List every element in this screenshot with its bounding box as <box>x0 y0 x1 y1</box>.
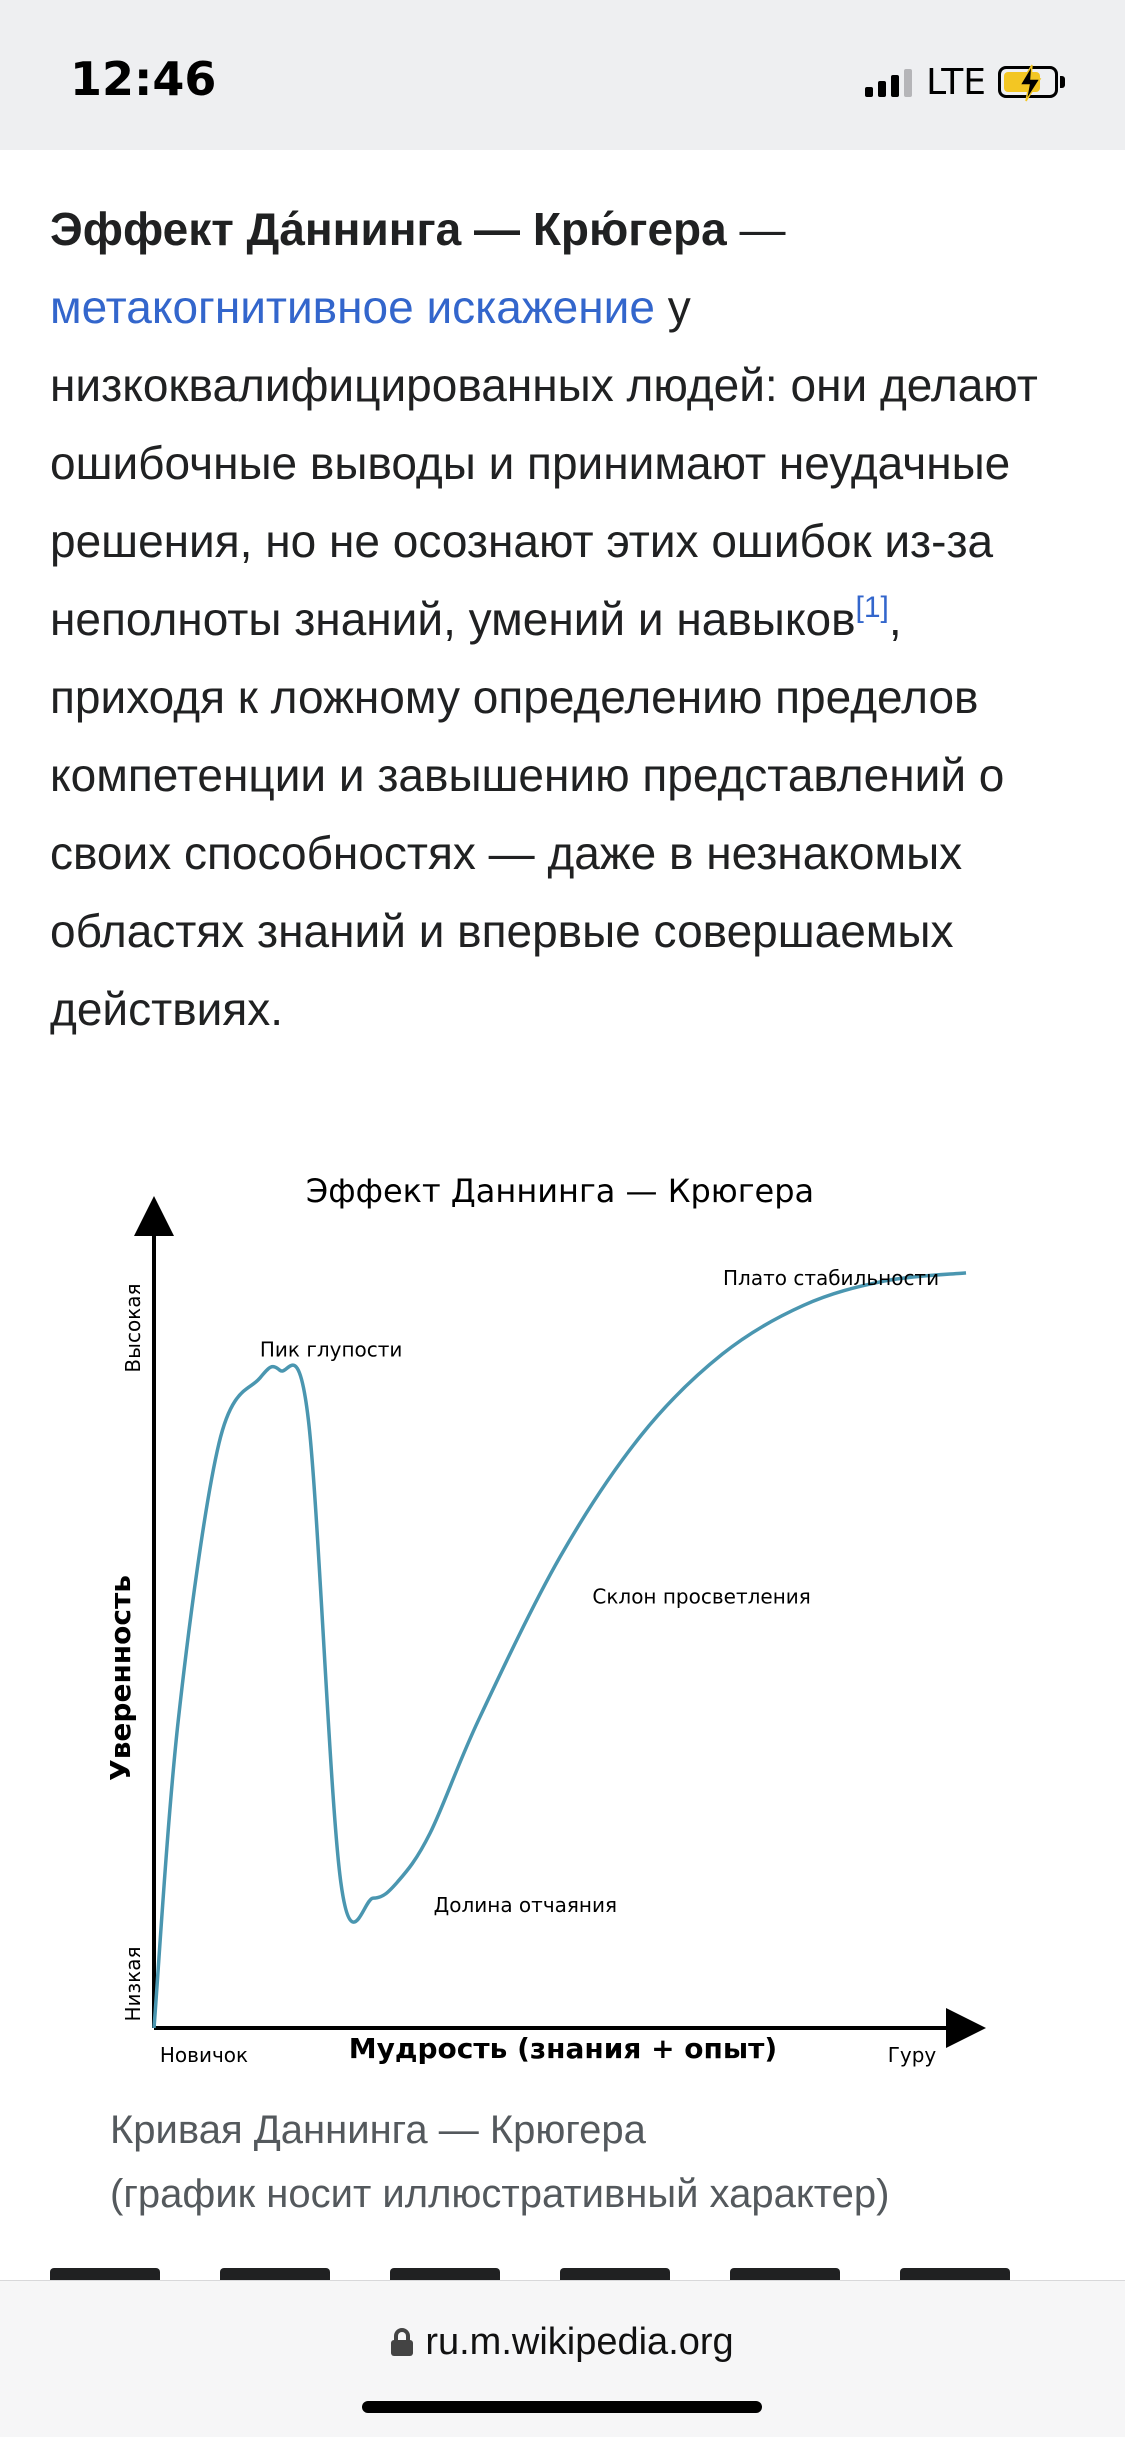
x-axis-label: Мудрость (знания + опыт) <box>348 2032 778 2065</box>
metacognitive-bias-link[interactable]: метакогнитивное искажение <box>50 281 655 333</box>
clipped-previous-line <box>50 150 600 154</box>
caption-line-1: Кривая Даннинга — Крюгера <box>110 2108 646 2152</box>
x-tick-high: Гуру <box>887 2043 937 2067</box>
battery-charging-icon <box>998 66 1058 98</box>
y-axis-label: Уверенность <box>104 1575 137 1781</box>
annotation-layer <box>260 1266 939 1917</box>
article-term: Эффект Да́ннинга — Крю́гера <box>50 203 727 255</box>
term-dash: — <box>726 203 786 255</box>
lead-text-part-2: , приходя к ложному определению пределов компетенции и завышению представлений о своих способностях — даже в незнакомых областях знаний и впервые совершаемых действиях. <box>50 593 1005 1035</box>
status-bar <box>0 0 1125 150</box>
caption-line-2: (график носит иллюстративный характер) <box>110 2172 890 2216</box>
x-tick-low: Новичок <box>159 2043 249 2067</box>
address-bar[interactable] <box>0 2321 1125 2364</box>
status-indicators <box>865 62 1065 102</box>
lead-paragraph <box>50 190 1080 1048</box>
dunning-kruger-figure[interactable] <box>100 1160 1000 2090</box>
annotation-3: Плато стабильности <box>723 1265 940 1290</box>
clipped-next-paragraph <box>50 2262 1080 2280</box>
status-time: 12:46 <box>70 52 217 106</box>
article-content <box>50 190 1080 1048</box>
battery-tip <box>1060 76 1065 88</box>
url-text: ru.m.wikipedia.org <box>425 2321 734 2363</box>
annotation-0: Пик глупости <box>259 1337 403 1362</box>
lock-icon <box>391 2328 413 2356</box>
reference-1-link[interactable]: [1] <box>855 591 889 624</box>
dunning-kruger-chart <box>100 1160 1000 2090</box>
y-tick-high: Высокая <box>121 1283 145 1373</box>
annotation-1: Долина отчаяния <box>433 1893 618 1918</box>
annotation-2: Склон просветления <box>592 1584 811 1609</box>
lead-text-part-1: у низкоквалифицированных людей: они делают ошибочные выводы и принимают неудачные решения, но не осознают этих ошибок из-за неполноты знаний, умений и навыков <box>50 281 1038 645</box>
chart-title: Эффект Даннинга — Крюгера <box>305 1172 815 1210</box>
network-type: LTE <box>926 61 986 103</box>
y-tick-low: Низкая <box>121 1946 145 2022</box>
home-indicator[interactable] <box>362 2401 762 2413</box>
browser-bottom-bar <box>0 2280 1125 2437</box>
cellular-signal-icon <box>865 67 912 97</box>
figure-caption <box>110 2098 1030 2226</box>
